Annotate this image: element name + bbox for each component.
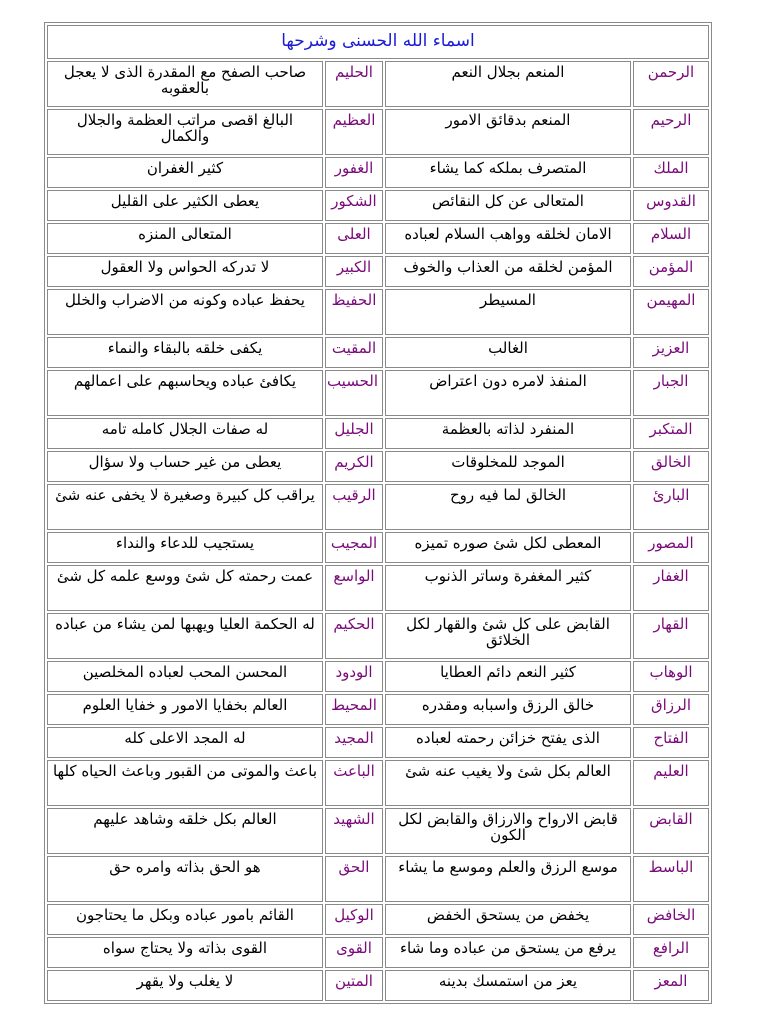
table-row (47, 289, 709, 335)
description-cell: المؤمن لخلقه من العذاب والخوف (385, 256, 631, 287)
name-cell: الوهاب (633, 661, 709, 692)
table-row (47, 727, 709, 758)
table-row (47, 256, 709, 287)
description-cell: القوى بذاته ولا يحتاج سواه (47, 937, 323, 968)
name-cell: الحفيظ (325, 289, 383, 335)
table-row (47, 451, 709, 482)
description-cell: الامان لخلقه وواهب السلام لعباده (385, 223, 631, 254)
name-cell: العليم (633, 760, 709, 806)
description-cell: له صفات الجلال كامله تامه (47, 418, 323, 449)
name-cell: الخافض (633, 904, 709, 935)
name-cell: الكبير (325, 256, 383, 287)
description-cell: صاحب الصفح مع المقدرة الذى لا يعجل بالعقوبه (47, 61, 323, 107)
table-row (47, 904, 709, 935)
description-cell: القابض على كل شئ والقهار لكل الخلائق (385, 613, 631, 659)
name-cell: القابض (633, 808, 709, 854)
name-cell: الكريم (325, 451, 383, 482)
name-cell: الوكيل (325, 904, 383, 935)
description-cell: كثير النعم دائم العطايا (385, 661, 631, 692)
name-cell: المجيب (325, 532, 383, 563)
description-cell: الخالق لما فيه روح (385, 484, 631, 530)
description-cell: خالق الرزق واسبابه ومقدره (385, 694, 631, 725)
description-cell: باعث والموتى من القبور وباعث الحياه كلها (47, 760, 323, 806)
table-row (47, 856, 709, 902)
name-cell: الحسيب (325, 370, 383, 416)
name-cell: الودود (325, 661, 383, 692)
name-cell: الباسط (633, 856, 709, 902)
description-cell: يخفض من يستحق الخفض (385, 904, 631, 935)
table-row (47, 109, 709, 155)
table-row (47, 760, 709, 806)
description-cell: المحسن المحب لعباده المخلصين (47, 661, 323, 692)
description-cell: المتعالى عن كل النقائص (385, 190, 631, 221)
table-title: اسماء الله الحسنى وشرحها (47, 25, 709, 59)
description-cell: له الحكمة العليا ويهبها لمن يشاء من عباده (47, 613, 323, 659)
name-cell: الباعث (325, 760, 383, 806)
name-cell: القوى (325, 937, 383, 968)
table-row (47, 337, 709, 368)
description-cell: المتعالى المنزه (47, 223, 323, 254)
description-cell: يستجيب للدعاء والنداء (47, 532, 323, 563)
description-cell: قابض الارواح والارزاق والقابض لكل الكون (385, 808, 631, 854)
name-cell: الرحمن (633, 61, 709, 107)
table-row (47, 532, 709, 563)
names-table (44, 22, 712, 1004)
table-row (47, 613, 709, 659)
name-cell: الخالق (633, 451, 709, 482)
name-cell: الجبار (633, 370, 709, 416)
table-row (47, 223, 709, 254)
table-row (47, 937, 709, 968)
description-cell: البالغ اقصى مراتب العظمة والجلال والكمال (47, 109, 323, 155)
name-cell: الغفار (633, 565, 709, 611)
name-cell: الملك (633, 157, 709, 188)
description-cell: لا تدركه الحواس ولا العقول (47, 256, 323, 287)
name-cell: السلام (633, 223, 709, 254)
name-cell: القدوس (633, 190, 709, 221)
name-cell: العلى (325, 223, 383, 254)
description-cell: هو الحق بذاته وامره حق (47, 856, 323, 902)
name-cell: الحليم (325, 61, 383, 107)
description-cell: يحفظ عباده وكونه من الاضراب والخلل (47, 289, 323, 335)
table-row (47, 808, 709, 854)
name-cell: المعز (633, 970, 709, 1001)
description-cell: المنفذ لامره دون اعتراض (385, 370, 631, 416)
description-cell: العالم بخفايا الامور و خفايا العلوم (47, 694, 323, 725)
name-cell: المصور (633, 532, 709, 563)
description-cell: كثير المغفرة وساتر الذنوب (385, 565, 631, 611)
name-cell: الرحيم (633, 109, 709, 155)
name-cell: المقيت (325, 337, 383, 368)
name-cell: المؤمن (633, 256, 709, 287)
description-cell: موسع الرزق والعلم وموسع ما يشاء (385, 856, 631, 902)
name-cell: المتكبر (633, 418, 709, 449)
table-row (47, 565, 709, 611)
table-row (47, 157, 709, 188)
name-cell: الرقيب (325, 484, 383, 530)
name-cell: المجيد (325, 727, 383, 758)
table-row (47, 484, 709, 530)
description-cell: يراقب كل كبيرة وصغيرة لا يخفى عنه شئ (47, 484, 323, 530)
name-cell: الواسع (325, 565, 383, 611)
description-cell: الغالب (385, 337, 631, 368)
name-cell: المحيط (325, 694, 383, 725)
name-cell: الجليل (325, 418, 383, 449)
description-cell: يكافئ عباده ويحاسبهم على اعمالهم (47, 370, 323, 416)
name-cell: القهار (633, 613, 709, 659)
name-cell: الفتاح (633, 727, 709, 758)
description-cell: الموجد للمخلوقات (385, 451, 631, 482)
description-cell: يرفع من يستحق من عباده وما شاء (385, 937, 631, 968)
name-cell: الحق (325, 856, 383, 902)
description-cell: الذى يفتح خزائن رحمته لعباده (385, 727, 631, 758)
description-cell: لا يغلب ولا يقهر (47, 970, 323, 1001)
description-cell: العالم بكل خلقه وشاهد عليهم (47, 808, 323, 854)
name-cell: المتين (325, 970, 383, 1001)
name-cell: المهيمن (633, 289, 709, 335)
table-row (47, 661, 709, 692)
names-document (44, 22, 712, 1004)
description-cell: عمت رحمته كل شئ ووسع علمه كل شئ (47, 565, 323, 611)
description-cell: القائم بامور عباده وبكل ما يحتاجون (47, 904, 323, 935)
description-cell: يعز من استمسك بدينه (385, 970, 631, 1001)
name-cell: الشهيد (325, 808, 383, 854)
description-cell: المنفرد لذاته بالعظمة (385, 418, 631, 449)
description-cell: المنعم بدقائق الامور (385, 109, 631, 155)
name-cell: الحكيم (325, 613, 383, 659)
table-row (47, 418, 709, 449)
name-cell: البارئ (633, 484, 709, 530)
description-cell: يكفى خلقه بالبقاء والنماء (47, 337, 323, 368)
description-cell: له المجد الاعلى كله (47, 727, 323, 758)
table-row (47, 694, 709, 725)
name-cell: الشكور (325, 190, 383, 221)
table-row (47, 190, 709, 221)
description-cell: يعطى الكثير على القليل (47, 190, 323, 221)
description-cell: يعطى من غير حساب ولا سؤال (47, 451, 323, 482)
description-cell: المسيطر (385, 289, 631, 335)
table-row (47, 61, 709, 107)
name-cell: الغفور (325, 157, 383, 188)
table-row (47, 370, 709, 416)
table-row (47, 970, 709, 1001)
name-cell: الرزاق (633, 694, 709, 725)
name-cell: الرافع (633, 937, 709, 968)
name-cell: العزيز (633, 337, 709, 368)
description-cell: المعطى لكل شئ صوره تميزه (385, 532, 631, 563)
description-cell: كثير الغفران (47, 157, 323, 188)
title-row (47, 25, 709, 59)
description-cell: المنعم بجلال النعم (385, 61, 631, 107)
description-cell: المتصرف بملكه كما يشاء (385, 157, 631, 188)
description-cell: العالم بكل شئ ولا يغيب عنه شئ (385, 760, 631, 806)
name-cell: العظيم (325, 109, 383, 155)
